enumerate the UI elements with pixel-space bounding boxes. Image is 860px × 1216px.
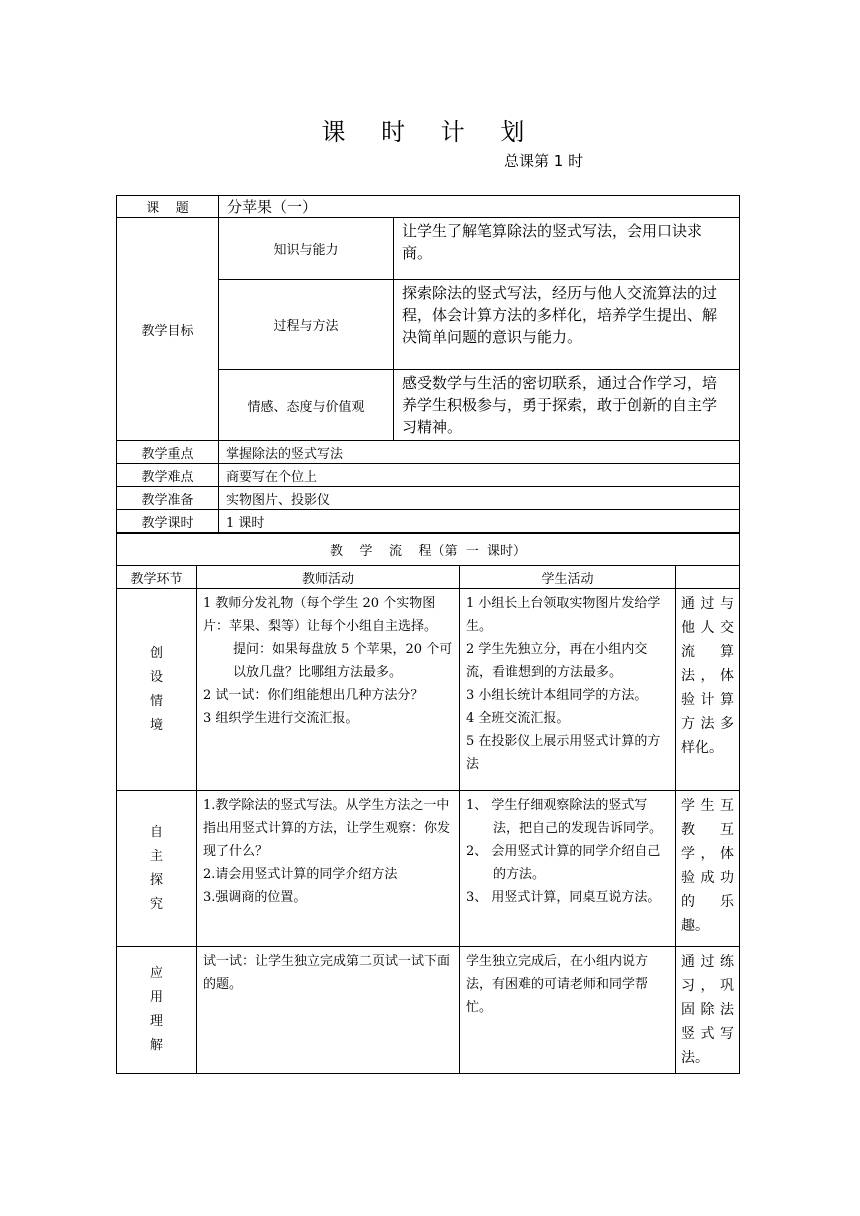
teacher-step: 提问：如果每盘放 5 个苹果，20 个可以放几盘？比哪组方法最多。: [233, 642, 453, 680]
student-step: 1 小组长上台领取实物图片发给学生。: [466, 596, 661, 634]
student-step: 3、 用竖式计算，同桌互说方法。: [466, 890, 661, 905]
teacher-step: 2.请会用竖式计算的同学介绍方法: [203, 867, 398, 882]
teacher-step: 试一试：让学生独立完成第二页试一试下面的题。: [203, 954, 451, 992]
design-note: 通过练习，巩固除法竖式写法。: [676, 947, 740, 1074]
stage-create-scenario: 创 设 情 境: [117, 589, 197, 791]
teacher-step: 2 试一试：你们组能想出几种方法分？: [203, 688, 424, 703]
design-note: 学生互教互学，体验成功的乐趣。: [676, 791, 740, 947]
teacher-activity: [197, 791, 460, 947]
lesson-info-table: [116, 195, 740, 533]
key-point-value: 掌握除法的竖式写法: [219, 441, 740, 464]
teacher-step: 1.教学除法的竖式写法。从学生方法之一中指出用竖式计算的方法，让学生观察：你发现了什么？: [203, 798, 451, 859]
design-note: 通过与他人交流算法，体验计算方法多样化。: [676, 589, 740, 791]
teacher-step: 3.强调商的位置。: [203, 890, 307, 905]
flow-title: 教 学 流 程（第 一 课时）: [117, 534, 740, 566]
hours-value: 1 课时: [219, 510, 740, 533]
key-point-label: 教学重点: [117, 441, 219, 464]
objective-process-label: 过程与方法: [219, 280, 394, 370]
student-activity: [460, 791, 676, 947]
objective-knowledge-label: 知识与能力: [219, 218, 394, 280]
student-step: 5 在投影仪上展示用竖式计算的方法: [466, 734, 661, 772]
preparation-value: 实物图片、投影仪: [219, 487, 740, 510]
objectives-label: 教学目标: [117, 218, 219, 441]
preparation-label: 教学准备: [117, 487, 219, 510]
difficulty-value: 商要写在个位上: [219, 464, 740, 487]
student-activity: [460, 947, 676, 1074]
stage-apply-understand: 应 用 理 解: [117, 947, 197, 1074]
header-note: [676, 566, 740, 589]
teacher-step: 1 教师分发礼物（每个学生 20 个实物图片：苹果、梨等）让每个小组自主选择。: [203, 596, 438, 634]
objective-attitude-text: 感受数学与生活的密切联系，通过合作学习，培养学生积极参与，勇于探索，敢于创新的自主学习精神。: [394, 370, 740, 441]
student-activity: [460, 589, 676, 791]
header-stage: 教学环节: [117, 566, 197, 589]
page-title: 课 时 计 划: [321, 118, 539, 146]
header-student: 学生活动: [460, 566, 676, 589]
hours-label: 教学课时: [117, 510, 219, 533]
difficulty-label: 教学难点: [117, 464, 219, 487]
topic-label: 课 题: [117, 196, 219, 218]
student-step: 2 学生先独立分，再在小组内交流，看谁想到的方法最多。: [466, 642, 648, 680]
student-step: 1、 学生仔细观察除法的竖式写法，把自己的发现告诉同学。: [466, 798, 663, 836]
topic-value: 分苹果（一）: [219, 196, 740, 218]
teacher-activity: [197, 947, 460, 1074]
stage-self-explore: 自 主 探 究: [117, 791, 197, 947]
student-step: 3 小组长统计本组同学的方法。: [466, 688, 648, 703]
student-step: 2、 会用竖式计算的同学介绍自己的方法。: [466, 844, 661, 882]
objective-attitude-label: 情感、态度与价值观: [219, 370, 394, 441]
objective-process-text: 探索除法的竖式写法，经历与他人交流算法的过程，体会计算方法的多样化，培养学生提出、解决简单问题的意识与能力。: [394, 280, 740, 370]
student-step: 4 全班交流汇报。: [466, 711, 570, 726]
objective-knowledge-text: 让学生了解笔算除法的竖式写法，会用口诀求商。: [394, 218, 740, 280]
teacher-step: 3 组织学生进行交流汇报。: [203, 711, 359, 726]
teacher-activity: [197, 589, 460, 791]
header-teacher: 教师活动: [197, 566, 460, 589]
lesson-number: 总课第 1 时: [504, 152, 584, 170]
student-step: 学生独立完成后，在小组内说方法，有困难的可请老师和同学帮忙。: [466, 954, 649, 1015]
teaching-flow-table: [116, 533, 740, 1074]
